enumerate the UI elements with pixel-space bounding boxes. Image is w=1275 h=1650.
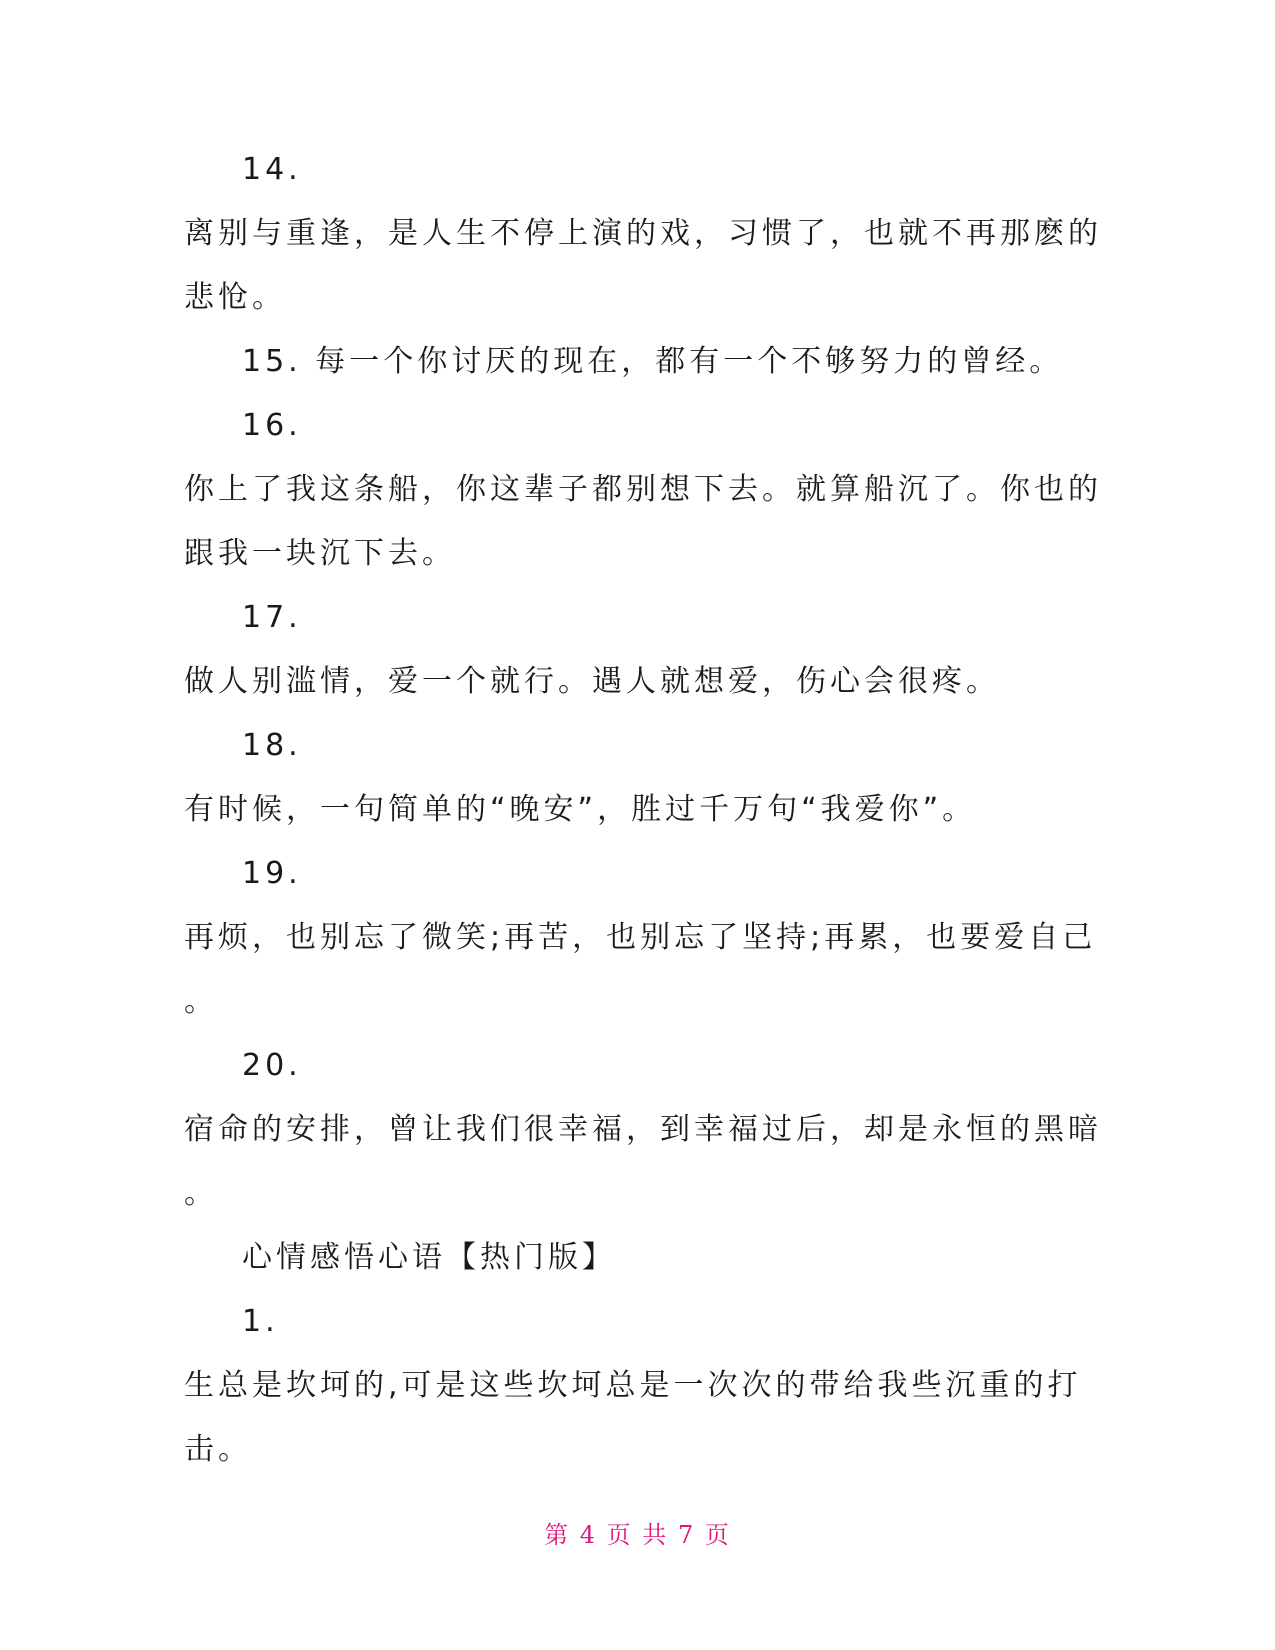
paragraph-line: 有时候，一句简单的“晚安”，胜过千万句“我爱你”。 [184,792,977,827]
list-number: 18. [242,728,302,763]
paragraph-line: 。 [184,1176,218,1211]
paragraph-line: 你上了我这条船，你这辈子都别想下去。就算船沉了。你也的 [184,472,1102,507]
paragraph-line: 宿命的安排，曾让我们很幸福，到幸福过后，却是永恒的黑暗 [184,1112,1102,1147]
paragraph-line: 。 [184,984,218,1019]
paragraph-line: 再烦，也别忘了微笑;再苦，也别忘了坚持;再累，也要爱自己 [184,920,1097,955]
list-number: 17. [242,600,302,635]
paragraph-line: 跟我一块沉下去。 [184,536,456,571]
paragraph-line: 悲怆。 [184,280,286,315]
list-number: 20. [242,1048,302,1083]
paragraph-line: 生总是坎坷的,可是这些坎坷总是一次次的带给我些沉重的打 [184,1368,1082,1403]
paragraph-line: 离别与重逢，是人生不停上演的戏，习惯了，也就不再那麽的 [184,216,1102,251]
document-body [184,138,1102,1482]
paragraph-line: 击。 [184,1432,252,1467]
section-heading: 心情感悟心语【热门版】 [242,1240,616,1275]
list-item-line: 15. 每一个你讨厌的现在，都有一个不够努力的曾经。 [242,344,1064,379]
list-number: 14. [242,152,302,187]
list-number: 1. [242,1304,279,1339]
paragraph-line: 做人别滥情，爱一个就行。遇人就想爱，伤心会很疼。 [184,664,1000,699]
list-number: 16. [242,408,302,443]
page-number-footer: 第 4 页 共 7 页 [544,1521,731,1549]
list-number: 19. [242,856,302,891]
